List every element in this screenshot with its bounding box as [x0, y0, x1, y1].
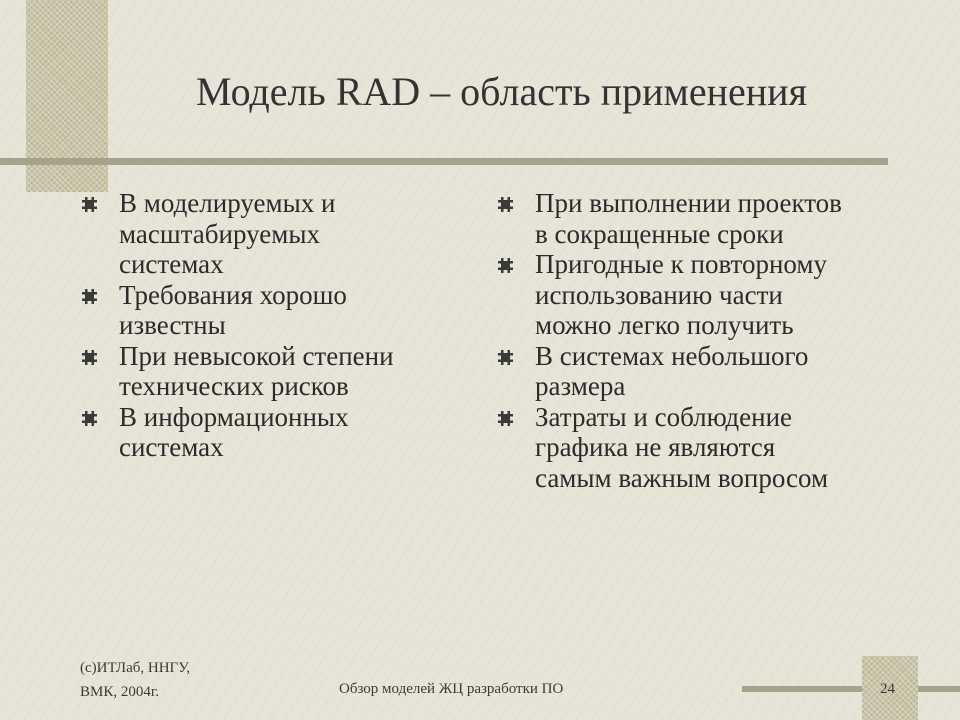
page-number: 24 — [880, 681, 895, 697]
bullet-item — [496, 402, 926, 494]
hash-bullet-icon — [498, 197, 513, 212]
bullet-line: В системах небольшого — [535, 340, 809, 371]
title-divider — [0, 158, 888, 165]
bullet-line: В моделируемых и — [119, 188, 336, 218]
footer-copyright-line: (c)ИТЛаб, ННГУ, — [80, 660, 191, 676]
hash-bullet-icon — [498, 258, 513, 273]
bullet-line: самым важным вопросом — [535, 462, 829, 493]
bullet-item — [496, 341, 926, 402]
bullet-item — [496, 249, 926, 341]
bullet-line: При невысокой степени — [119, 340, 394, 371]
right-bullet-list — [496, 188, 926, 493]
bullet-line: использованию части — [535, 279, 783, 310]
hash-bullet-icon — [82, 350, 97, 365]
footer-divider — [742, 686, 960, 692]
bullet-line: системах — [119, 249, 224, 279]
bullet-line: размера — [535, 371, 626, 401]
bullet-item — [80, 402, 480, 463]
hash-bullet-icon — [82, 411, 97, 426]
footer-copyright-line: ВМК, 2004г. — [80, 684, 160, 700]
footer-copyright — [80, 656, 190, 704]
bullet-line: масштабируемых — [119, 218, 320, 249]
bullet-line: В информационных — [119, 401, 349, 432]
bullet-line: Требования хорошо — [119, 279, 347, 310]
hash-bullet-icon — [82, 197, 97, 212]
left-bullet-list — [80, 188, 480, 463]
bullet-line: При выполнении проектов — [535, 188, 842, 218]
hash-bullet-icon — [82, 289, 97, 304]
bullet-item — [80, 188, 480, 280]
bullet-line: известны — [119, 310, 226, 340]
hash-bullet-icon — [498, 411, 513, 426]
bullet-item — [80, 341, 480, 402]
bullet-line: системах — [119, 432, 224, 462]
bullet-line: можно легко получить — [535, 310, 794, 340]
bullet-item — [496, 188, 926, 249]
footer-presentation-title: Обзор моделей ЖЦ разработки ПО — [339, 681, 564, 697]
slide-title: Модель RAD – область применения — [196, 69, 807, 114]
hash-bullet-icon — [498, 350, 513, 365]
bullet-item — [80, 280, 480, 341]
bullet-line: Пригодные к повторному — [535, 249, 827, 279]
bullet-line: технических рисков — [119, 371, 349, 401]
bullet-line: Затраты и соблюдение — [535, 401, 793, 432]
bullet-line: графика не являются — [535, 432, 776, 462]
bullet-line: в сокращенные сроки — [535, 218, 784, 249]
